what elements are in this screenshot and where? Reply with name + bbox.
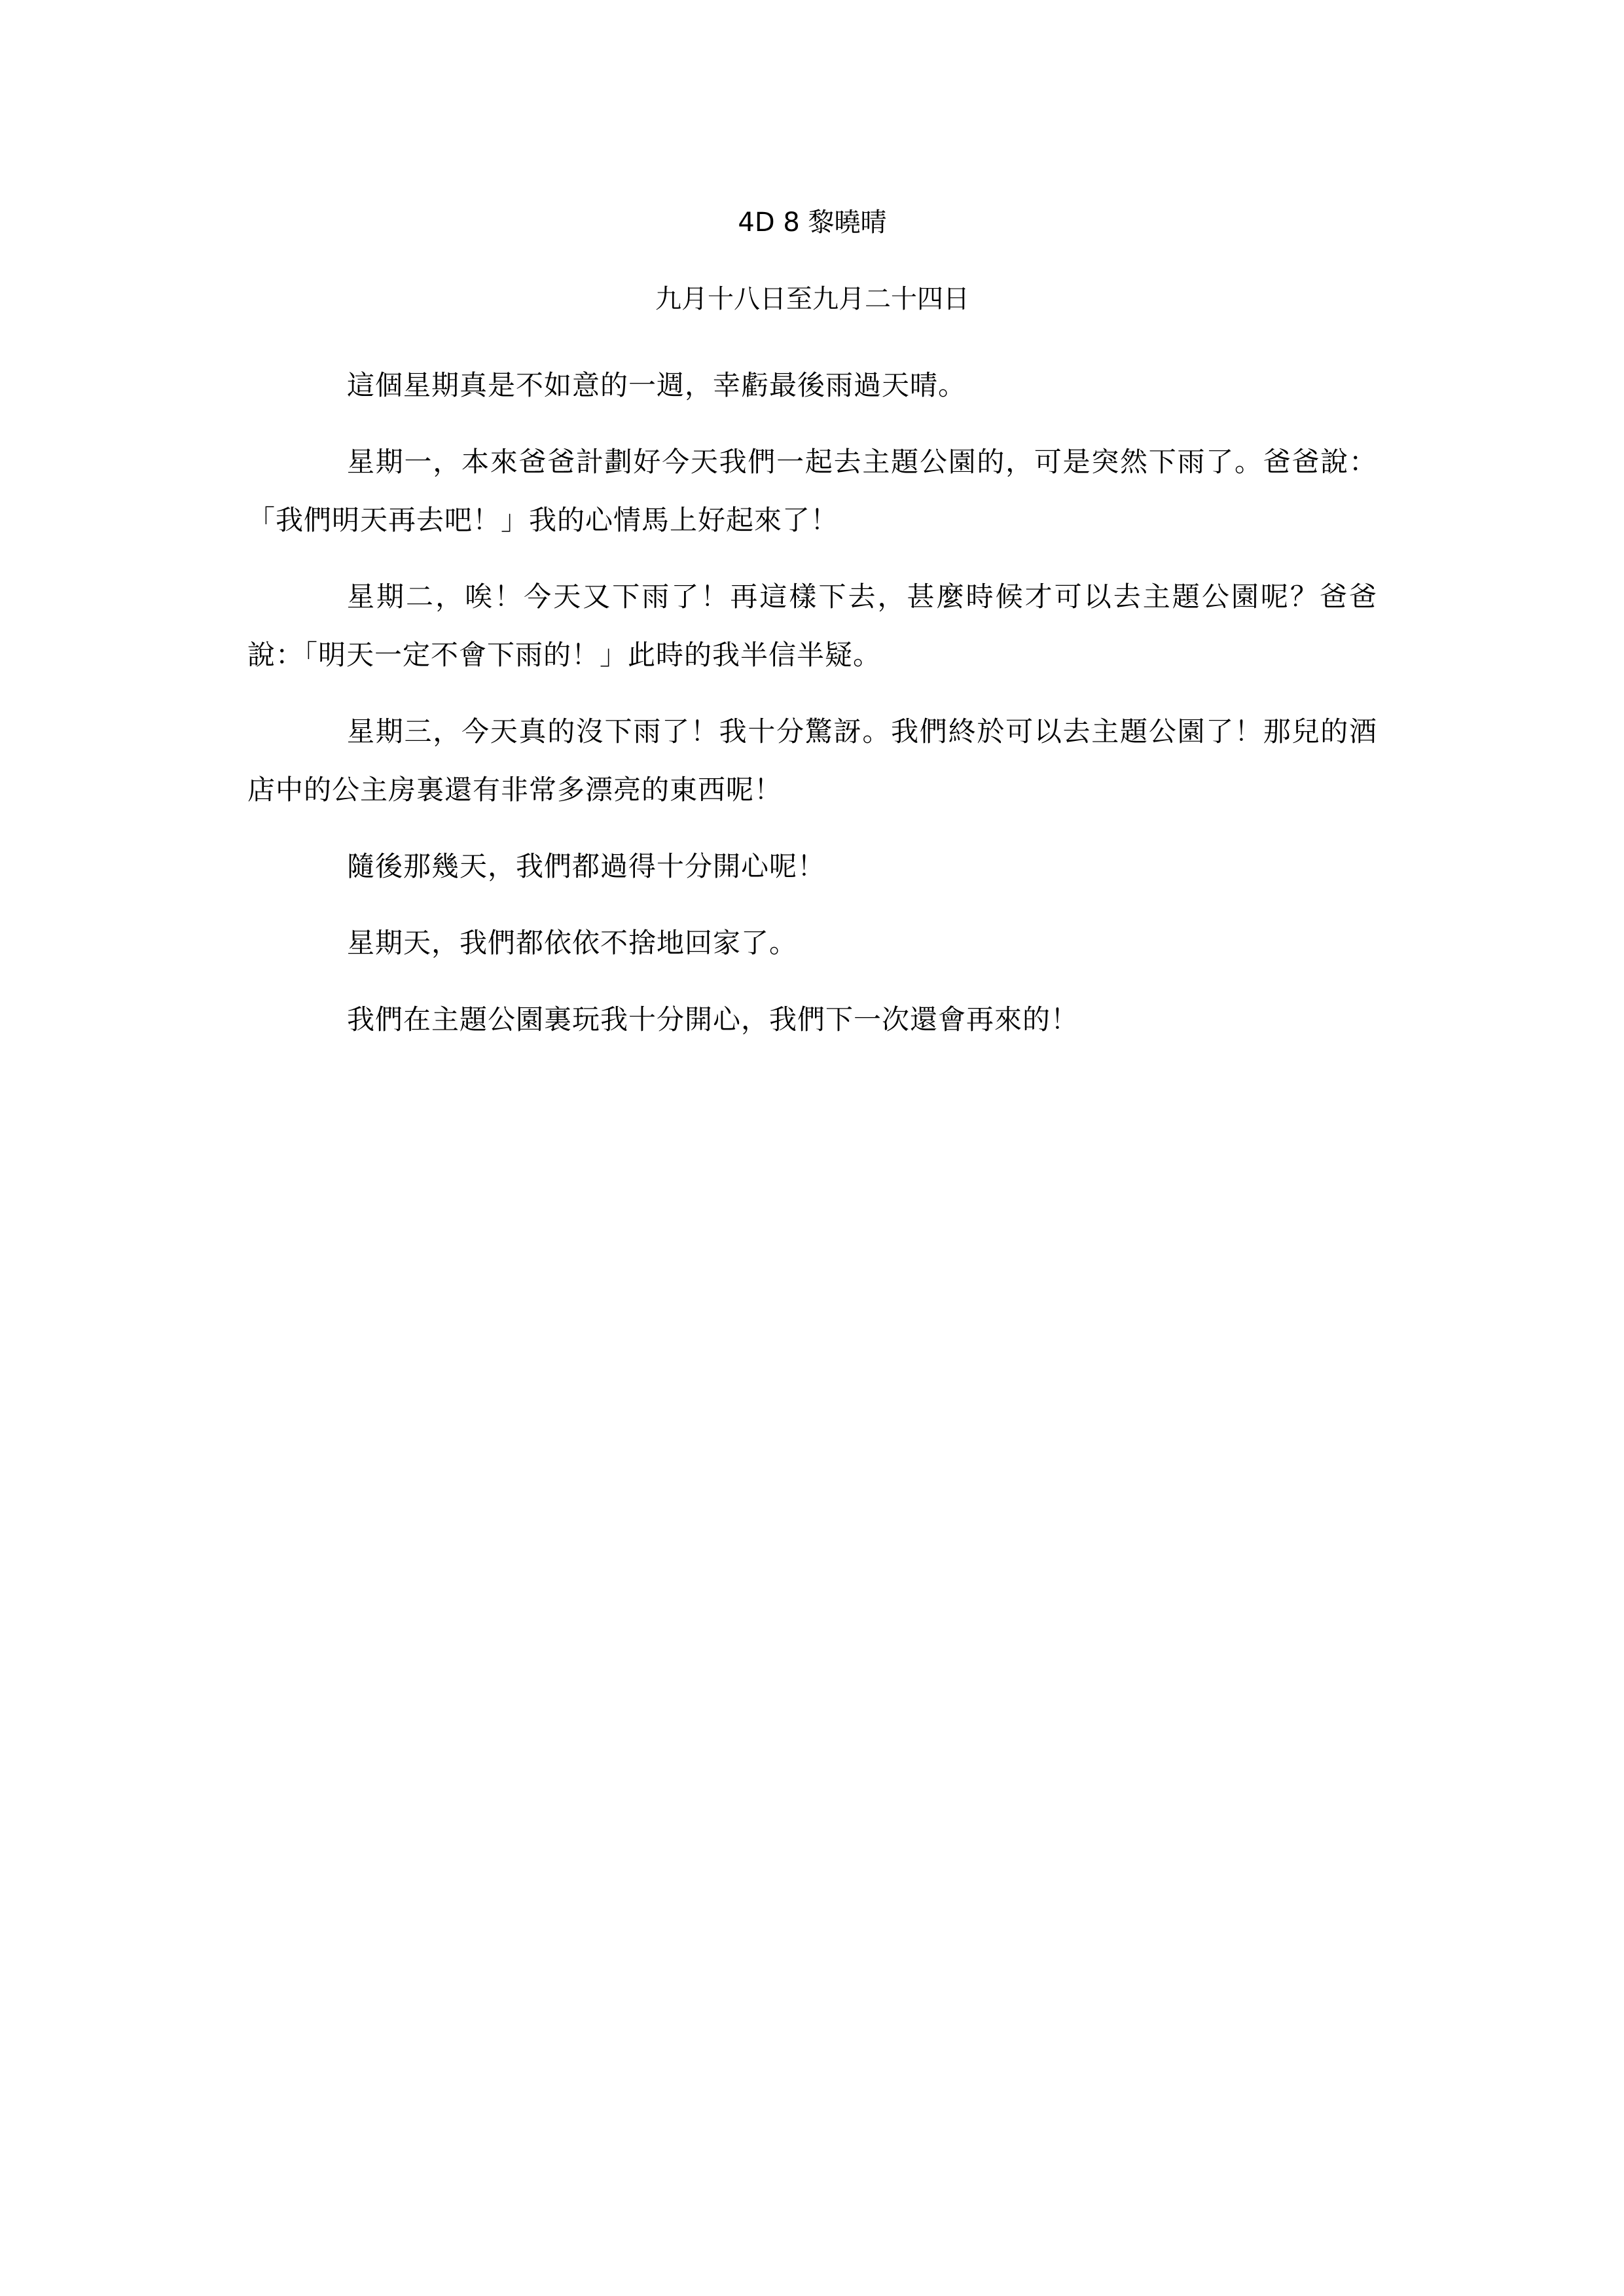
paragraph-following-days: 隨後那幾天，我們都過得十分開心呢！ — [347, 850, 826, 882]
paragraph-wednesday: 星期三，今天真的沒下雨了！我十分驚訝。我們終於可以去主題公園了！那兒的酒店中的公主房裏還有非常多漂亮的東西呢！ — [247, 715, 1377, 806]
document-body — [247, 203, 1377, 1067]
paragraph-monday: 星期一，本來爸爸計劃好今天我們一起去主題公園的，可是突然下雨了。爸爸說：「我們明天再去吧！」我的心情馬上好起來了！ — [247, 446, 1377, 536]
paragraph-intro: 這個星期真是不如意的一週，幸虧最後雨過天晴。 — [347, 369, 967, 401]
paragraph-tuesday: 星期二，唉！今天又下雨了！再這樣下去，甚麼時候才可以去主題公園呢？爸爸說：「明天一定不會下雨的！」此時的我半信半疑。 — [247, 581, 1377, 671]
paragraph-sunday: 星期天，我們都依依不捨地回家了。 — [347, 927, 798, 959]
paragraph-conclusion: 我們在主題公園裏玩我十分開心，我們下一次還會再來的！ — [347, 1003, 1079, 1035]
student-name-line: 4D 8 黎曉晴 — [738, 207, 887, 238]
date-range-line: 九月十八日至九月二十四日 — [655, 284, 969, 314]
